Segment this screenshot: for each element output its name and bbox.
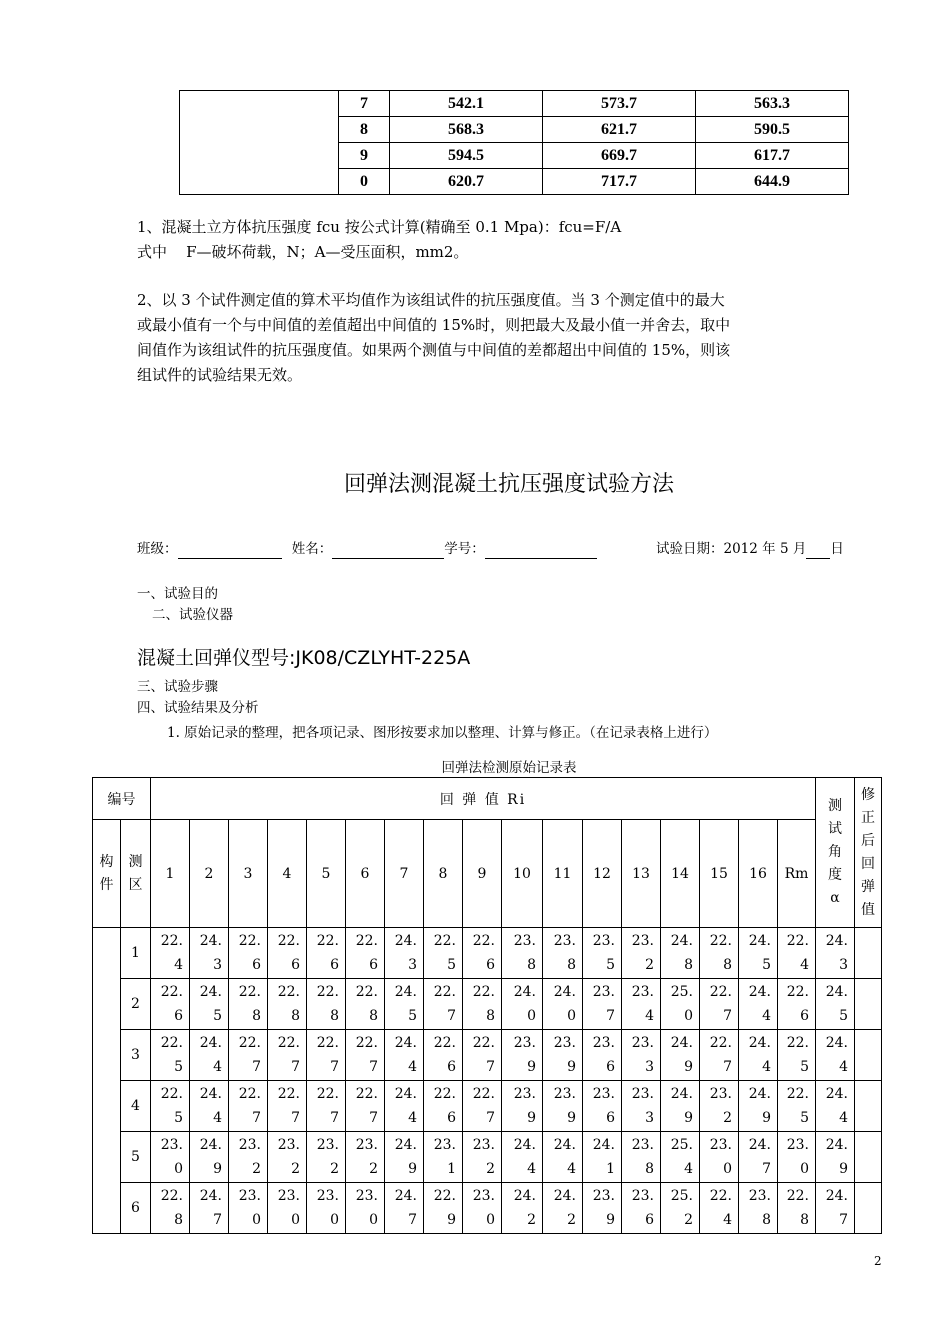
rebound-value: 24. 4 bbox=[739, 1030, 778, 1081]
load-value: 617.7 bbox=[696, 143, 849, 169]
rebound-value: 22. 8 bbox=[268, 979, 307, 1030]
rebound-value: 24. 8 bbox=[661, 928, 700, 979]
note-formula bbox=[137, 215, 621, 240]
corrected-value-cell[interactable] bbox=[855, 1183, 882, 1234]
rebound-value: 24. 3 bbox=[190, 928, 229, 979]
date-suffix: 日 bbox=[830, 541, 844, 557]
rebound-value: 22. 5 bbox=[778, 1030, 816, 1081]
rebound-value: 22. 7 bbox=[424, 979, 463, 1030]
rebound-value: 22. 6 bbox=[424, 1081, 463, 1132]
rebound-value: 22. 8 bbox=[307, 979, 346, 1030]
rebound-value: 22. 7 bbox=[463, 1030, 502, 1081]
rebound-value: 22. 6 bbox=[307, 928, 346, 979]
note-line: 组试件的试验结果无效。 bbox=[137, 366, 303, 384]
rebound-value: 22. 4 bbox=[151, 928, 190, 979]
rebound-value: 22. 7 bbox=[700, 1030, 739, 1081]
section-title: 回弹法测混凝土抗压强度试验方法 bbox=[343, 472, 674, 497]
header-test-angle bbox=[816, 778, 855, 928]
note-rule bbox=[137, 288, 730, 388]
table-row bbox=[93, 928, 882, 979]
rebound-value: 23. 9 bbox=[543, 1081, 583, 1132]
rebound-value: 24. 4 bbox=[816, 1081, 855, 1132]
specimen-number: 8 bbox=[339, 117, 390, 143]
rebound-value: 22. 6 bbox=[151, 979, 190, 1030]
rebound-value: 23. 0 bbox=[268, 1183, 307, 1234]
column-header: 7 bbox=[385, 820, 424, 928]
column-header: 9 bbox=[463, 820, 502, 928]
load-value: 621.7 bbox=[543, 117, 696, 143]
rebound-value: 23. 2 bbox=[700, 1081, 739, 1132]
name-label: 姓名： bbox=[291, 541, 333, 557]
rebound-value: 22. 8 bbox=[463, 979, 502, 1030]
load-value: 590.5 bbox=[696, 117, 849, 143]
column-header: 8 bbox=[424, 820, 463, 928]
component-cell bbox=[93, 928, 121, 1234]
note-line: 2、以 3 个试件测定值的算术平均值作为该组试件的抗压强度值。当 3 个测定值中的最大 bbox=[137, 291, 725, 309]
rebound-value: 23. 0 bbox=[229, 1183, 268, 1234]
table-row bbox=[93, 979, 882, 1030]
rebound-value: 22. 7 bbox=[307, 1030, 346, 1081]
rebound-value: 23. 9 bbox=[583, 1183, 622, 1234]
rebound-value: 22. 4 bbox=[778, 928, 816, 979]
rebound-value: 24. 9 bbox=[385, 1132, 424, 1183]
rebound-value: 24. 5 bbox=[816, 979, 855, 1030]
header-component-text: 构件 bbox=[99, 853, 114, 893]
rebound-value: 24. 5 bbox=[385, 979, 424, 1030]
class-label: 班级： bbox=[137, 541, 178, 557]
zone-number: 6 bbox=[121, 1183, 151, 1234]
zone-number: 5 bbox=[121, 1132, 151, 1183]
rebound-value: 24. 4 bbox=[190, 1081, 229, 1132]
rebound-value: 24. 4 bbox=[543, 1132, 583, 1183]
rebound-value: 22. 7 bbox=[229, 1030, 268, 1081]
rebound-value: 23. 6 bbox=[622, 1183, 661, 1234]
rebound-value: 23. 4 bbox=[622, 979, 661, 1030]
rebound-value: 23. 2 bbox=[622, 928, 661, 979]
rebound-value: 23. 0 bbox=[151, 1132, 190, 1183]
header-zone-text: 测区 bbox=[128, 853, 143, 893]
rebound-value: 24. 7 bbox=[190, 1183, 229, 1234]
strength-row bbox=[180, 91, 849, 117]
header-biaohao: 编号 bbox=[93, 778, 151, 820]
date-label: 试验日期：2012 年 5 月 bbox=[656, 541, 807, 557]
rebound-value: 22. 7 bbox=[229, 1081, 268, 1132]
rebound-value: 24. 9 bbox=[661, 1030, 700, 1081]
rebound-value: 23. 7 bbox=[583, 979, 622, 1030]
rebound-value: 24. 2 bbox=[543, 1183, 583, 1234]
date-line bbox=[656, 539, 844, 559]
rebound-value: 23. 3 bbox=[622, 1030, 661, 1081]
rebound-value: 24. 9 bbox=[816, 1132, 855, 1183]
note-line: 1、混凝土立方体抗压强度 fcu 按公式计算(精确至 0.1 Mpa)：fcu=F/A bbox=[137, 218, 622, 236]
rebound-value: 23. 0 bbox=[307, 1183, 346, 1234]
zone-number: 2 bbox=[121, 979, 151, 1030]
rebound-value: 22. 8 bbox=[229, 979, 268, 1030]
rebound-value: 23. 2 bbox=[268, 1132, 307, 1183]
rebound-value: 23. 9 bbox=[502, 1081, 543, 1132]
rebound-value: 22. 4 bbox=[700, 1183, 739, 1234]
day-field[interactable] bbox=[806, 542, 830, 559]
rebound-value: 22. 9 bbox=[424, 1183, 463, 1234]
load-value: 542.1 bbox=[390, 91, 543, 117]
rebound-value: 23. 2 bbox=[307, 1132, 346, 1183]
load-value: 573.7 bbox=[543, 91, 696, 117]
rebound-record-table bbox=[92, 777, 882, 1234]
rebound-value: 23. 3 bbox=[622, 1081, 661, 1132]
rebound-value: 24. 0 bbox=[543, 979, 583, 1030]
rebound-value: 23. 6 bbox=[583, 1030, 622, 1081]
heading-results: 四、试验结果及分析 bbox=[137, 700, 259, 716]
corrected-value-cell[interactable] bbox=[855, 1132, 882, 1183]
strength-table bbox=[179, 90, 849, 195]
rebound-value: 22. 8 bbox=[778, 1183, 816, 1234]
rebound-value: 22. 7 bbox=[268, 1081, 307, 1132]
empty-cell bbox=[180, 91, 339, 195]
rebound-value: 23. 5 bbox=[583, 928, 622, 979]
column-header: 13 bbox=[622, 820, 661, 928]
rebound-value: 22. 5 bbox=[151, 1081, 190, 1132]
load-value: 563.3 bbox=[696, 91, 849, 117]
rebound-value: 24. 7 bbox=[816, 1183, 855, 1234]
column-header: 6 bbox=[346, 820, 385, 928]
table-row bbox=[93, 1081, 882, 1132]
heading-instrument: 二、试验仪器 bbox=[152, 607, 233, 623]
rebound-value: 23. 0 bbox=[346, 1183, 385, 1234]
load-value: 717.7 bbox=[543, 169, 696, 195]
zone-number: 1 bbox=[121, 928, 151, 979]
load-value: 669.7 bbox=[543, 143, 696, 169]
rebound-value: 23. 0 bbox=[778, 1132, 816, 1183]
column-header: 1 bbox=[151, 820, 190, 928]
rebound-value: 22. 7 bbox=[463, 1081, 502, 1132]
load-value: 620.7 bbox=[390, 169, 543, 195]
rebound-value: 22. 6 bbox=[424, 1030, 463, 1081]
corrected-value-cell[interactable] bbox=[855, 1030, 882, 1081]
heading-purpose: 一、试验目的 bbox=[137, 586, 218, 602]
rebound-value: 22. 7 bbox=[700, 979, 739, 1030]
rebound-value: 24. 1 bbox=[583, 1132, 622, 1183]
rebound-value: 24. 0 bbox=[502, 979, 543, 1030]
rebound-value: 24. 7 bbox=[739, 1132, 778, 1183]
column-header: 10 bbox=[502, 820, 543, 928]
id-label: 学号： bbox=[444, 541, 485, 557]
specimen-number: 9 bbox=[339, 143, 390, 169]
column-header: 14 bbox=[661, 820, 700, 928]
note-where: 式中 F—破坏荷载，N；A—受压面积，mm2。 bbox=[137, 243, 469, 261]
rebound-value: 22. 6 bbox=[346, 928, 385, 979]
corrected-value-cell[interactable] bbox=[855, 1081, 882, 1132]
table-caption: 回弹法检测原始记录表 bbox=[441, 760, 577, 776]
corrected-value-cell[interactable] bbox=[855, 928, 882, 979]
rebound-value: 22. 8 bbox=[346, 979, 385, 1030]
rebound-value: 23. 8 bbox=[622, 1132, 661, 1183]
rebound-value: 23. 9 bbox=[543, 1030, 583, 1081]
column-header: 4 bbox=[268, 820, 307, 928]
rebound-value: 22. 6 bbox=[268, 928, 307, 979]
rebound-value: 23. 8 bbox=[739, 1183, 778, 1234]
rebound-value: 22. 7 bbox=[307, 1081, 346, 1132]
rebound-value: 25. 2 bbox=[661, 1183, 700, 1234]
column-header: 3 bbox=[229, 820, 268, 928]
heading-steps: 三、试验步骤 bbox=[137, 679, 218, 695]
rebound-value: 24. 3 bbox=[385, 928, 424, 979]
note-line: 间值作为该组试件的抗压强度值。如果两个测值与中间值的差都超出中间值的 15%，则该 bbox=[137, 341, 731, 359]
table-row bbox=[93, 1183, 882, 1234]
table-row bbox=[93, 1132, 882, 1183]
rebound-value: 23. 8 bbox=[502, 928, 543, 979]
rebound-value: 23. 2 bbox=[463, 1132, 502, 1183]
column-header: 5 bbox=[307, 820, 346, 928]
rebound-value: 24. 4 bbox=[816, 1030, 855, 1081]
header-component bbox=[93, 820, 121, 928]
corrected-value-cell[interactable] bbox=[855, 979, 882, 1030]
rebound-value: 23. 6 bbox=[583, 1081, 622, 1132]
note-line: 或最小值有一个与中间值的差值超出中间值的 15%时，则把最大及最小值一并舍去，取中 bbox=[137, 316, 731, 334]
load-value: 568.3 bbox=[390, 117, 543, 143]
column-header: 15 bbox=[700, 820, 739, 928]
zone-number: 3 bbox=[121, 1030, 151, 1081]
rebound-value: 25. 0 bbox=[661, 979, 700, 1030]
load-value: 594.5 bbox=[390, 143, 543, 169]
result-item-1: 1. 原始记录的整理，把各项记录、图形按要求加以整理、计算与修正。（在记录表格上进行） bbox=[167, 725, 718, 741]
info-line bbox=[137, 539, 597, 559]
zone-number: 4 bbox=[121, 1081, 151, 1132]
instrument-model: 混凝土回弹仪型号:JK08/CZLYHT-225A bbox=[137, 647, 471, 669]
rebound-value: 23. 0 bbox=[700, 1132, 739, 1183]
column-header: 11 bbox=[543, 820, 583, 928]
specimen-number: 0 bbox=[339, 169, 390, 195]
column-header: Rm bbox=[778, 820, 816, 928]
rebound-value: 23. 1 bbox=[424, 1132, 463, 1183]
rebound-value: 24. 5 bbox=[190, 979, 229, 1030]
rebound-value: 24. 4 bbox=[502, 1132, 543, 1183]
header-zone bbox=[121, 820, 151, 928]
header-rebound-values: 回 弹 值 Ri bbox=[151, 778, 816, 820]
page-number: 2 bbox=[874, 1254, 882, 1268]
rebound-value: 24. 7 bbox=[385, 1183, 424, 1234]
rebound-value: 25. 4 bbox=[661, 1132, 700, 1183]
rebound-value: 22. 8 bbox=[151, 1183, 190, 1234]
rebound-value: 24. 9 bbox=[661, 1081, 700, 1132]
name-field[interactable] bbox=[332, 542, 444, 559]
rebound-value: 24. 2 bbox=[502, 1183, 543, 1234]
rebound-value: 22. 5 bbox=[778, 1081, 816, 1132]
rebound-value: 22. 5 bbox=[424, 928, 463, 979]
student-id-field[interactable] bbox=[485, 542, 597, 559]
specimen-number: 7 bbox=[339, 91, 390, 117]
rebound-value: 24. 4 bbox=[739, 979, 778, 1030]
rebound-value: 22. 6 bbox=[463, 928, 502, 979]
column-header: 2 bbox=[190, 820, 229, 928]
rebound-value: 24. 4 bbox=[385, 1081, 424, 1132]
rebound-value: 24. 5 bbox=[739, 928, 778, 979]
rebound-value: 22. 7 bbox=[346, 1081, 385, 1132]
class-field[interactable] bbox=[178, 542, 282, 559]
rebound-value: 22. 7 bbox=[268, 1030, 307, 1081]
header-corrected-text: 修正后回弹值 bbox=[861, 786, 875, 918]
rebound-value: 22. 6 bbox=[778, 979, 816, 1030]
rebound-value: 22. 7 bbox=[346, 1030, 385, 1081]
column-header: 16 bbox=[739, 820, 778, 928]
rebound-value: 22. 5 bbox=[151, 1030, 190, 1081]
column-header: 12 bbox=[583, 820, 622, 928]
rebound-value: 22. 6 bbox=[229, 928, 268, 979]
rebound-value: 22. 8 bbox=[700, 928, 739, 979]
rebound-value: 23. 2 bbox=[229, 1132, 268, 1183]
header-test-angle-text: 测试角度α bbox=[828, 798, 842, 906]
rebound-value: 23. 2 bbox=[346, 1132, 385, 1183]
rebound-value: 24. 4 bbox=[385, 1030, 424, 1081]
rebound-value: 23. 9 bbox=[502, 1030, 543, 1081]
rebound-value: 24. 3 bbox=[816, 928, 855, 979]
table-row bbox=[93, 1030, 882, 1081]
rebound-value: 24. 4 bbox=[190, 1030, 229, 1081]
rebound-value: 24. 9 bbox=[739, 1081, 778, 1132]
header-corrected bbox=[855, 778, 882, 928]
rebound-value: 23. 8 bbox=[543, 928, 583, 979]
rebound-value: 23. 0 bbox=[463, 1183, 502, 1234]
load-value: 644.9 bbox=[696, 169, 849, 195]
rebound-value: 24. 9 bbox=[190, 1132, 229, 1183]
